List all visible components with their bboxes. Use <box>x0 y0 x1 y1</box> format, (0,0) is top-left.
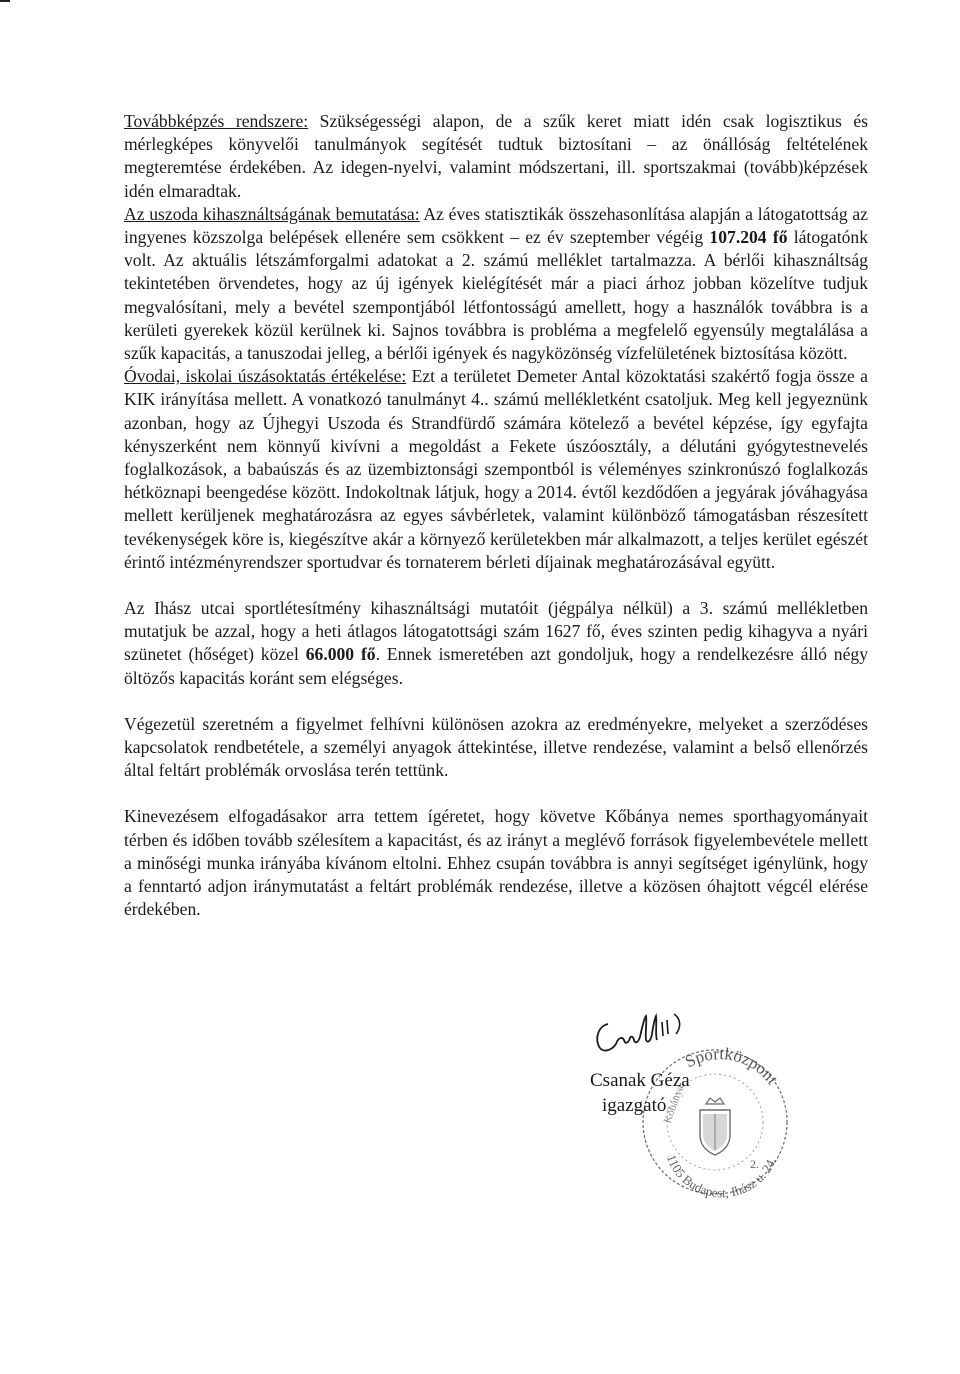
section-label-training: Továbbképzés rendszere: <box>124 111 309 131</box>
paragraph-text: Az Ihász utcai sportlétesítmény kihasználtsági mutatóit (jégpálya nélkül) a 3. számú mellékletben mutatjuk be azzal, hogy a heti átlagos látogatottsági szám 1627 fő, éves szinten pedig kihagyva a nyári szünetet (hőséget) közel <box>124 598 868 665</box>
paragraph-closing-results <box>124 713 868 783</box>
paragraph-text: . Ennek ismeretében azt gondoljuk, hogy a rendelkezésre álló négy öltözős kapacitás koránt sem elégséges. <box>124 644 868 688</box>
page-corner-mark <box>0 0 10 2</box>
signature-block <box>560 1010 800 1210</box>
section-label-pool-usage: Az uszoda kihasználtságának bemutatása: <box>124 203 420 224</box>
annual-visitor-count: 66.000 fő <box>305 644 376 665</box>
official-stamp <box>630 1040 800 1205</box>
visitor-count: 107.204 fő <box>709 227 788 248</box>
stamp-text-top: Sportközpont <box>681 1044 783 1088</box>
stamp-text-left: Kőbánya <box>661 1083 687 1126</box>
signer-name: Csanak Géza <box>590 1070 690 1091</box>
paragraph-swimming-education <box>124 365 868 574</box>
section-label-swimming-education: Óvodai, iskolai úszásoktatás értékelése: <box>124 366 407 387</box>
coat-of-arms-icon <box>700 1098 730 1155</box>
signer-title: igazgató <box>602 1095 667 1116</box>
paragraph-training <box>124 110 868 203</box>
paragraph-pool-usage <box>124 203 868 365</box>
paragraph-ihasz-facility <box>124 597 868 690</box>
document-body <box>124 110 868 922</box>
paragraph-text: Kinevezésem elfogadásakor arra tettem ígéretet, hogy követve Kőbánya nemes sporthagyományait térben és időben tovább szélesítem a kapacitást, és az irányt a meglévő források figyelembevétele mellett a minőségi munka irányába kívánom eltolni. Ehhez csupán továbbra is annyi segítséget igénylünk, hogy a fenntartó adjon iránymutatást a feltárt problémák rendezése, illetve a közösen óhajtott végcél elérése érdekében. <box>124 806 868 920</box>
paragraph-text: Szükségességi alapon, de a szűk keret miatt idén csak logisztikus és mérlegképes könyvelői tanulmányok segítését tudtuk biztosítani – az önállóság feltételének megteremtése érdekében. Az idegen-nyelvi, valamint módszertani, ill. sportszakmai (tovább)képzések idén elmaradtak. <box>124 111 869 201</box>
paragraph-text: látogatónk volt. Az aktuális létszámforgalmi adatokat a 2. számú melléklet tartalmazza. A bérlői kihasználtság tekintetében örvendetes, hogy az új igények kielégítését már a piaci árhoz jobban közelítve tudjuk megvalósítani, mely a bevétel szempontjából létfontosságú amellett, hogy a használók továbbra is a kerületi gyerekek közül kerülnek ki. Sajnos továbbra is probléma a megfelelő egyensúly megtalálása a szűk kapacitás, a tanuszodai jelleg, a bérlői igények és nagyközönség vízfelületének biztosítása között. <box>124 227 869 364</box>
paragraph-closing-commitment <box>124 805 868 921</box>
paragraph-text: Az éves statisztikák összehasonlítása alapján a látogatottság az ingyenes közszolga belépések ellenére sem csökkent – ez év szeptember végéig <box>124 203 868 248</box>
stamp-number: 2. <box>750 1157 759 1171</box>
stamp-text-bottom: 1105 Budapest, Ihász u. 24. <box>663 1152 780 1201</box>
paragraph-text: Végezetül szeretném a figyelmet felhívni különösen azokra az eredményekre, melyeket a szerződéses kapcsolatok rendbetétele, a személyi anyagok áttekintése, illetve rendezése, valamint a belső ellenőrzés által feltárt problémák orvoslása terén tettünk. <box>124 713 868 781</box>
paragraph-text: Ezt a területet Demeter Antal közoktatási szakértő fogja össze a KIK irányítása mellett. A vonatkozó tanulmányt 4.. számú mellékletként csatoljuk. Meg kell jegyeznünk azonban, hogy az Újhegyi Uszoda és Strandfürdő számára kötelező a bevétel képzése, így egyfajta kényszerként nem könnyű kivívni a megoldást a Fekete úszóosztály, a délutáni gyógytestnevelés foglalkozások, a babaúszás és az üzembiztonsági szempontból is véleményes szinkronúszó foglalkozás hétköznapi beengedése között. Indokoltnak látjuk, hogy a 2014. évtől kezdődően a jegyárak jóváhagyása mellett kerüljenek meghatározásra az egyes sávbérletek, valamint különböző támogatásban részesített tevékenységek köre is, kiegészítve akár a környező kerületekben már alkalmazott, a teljes kerület egészét érintő intézményrendszer sportudvar és tornaterem bérleti díjainak meghatározásával együtt. <box>124 366 868 572</box>
